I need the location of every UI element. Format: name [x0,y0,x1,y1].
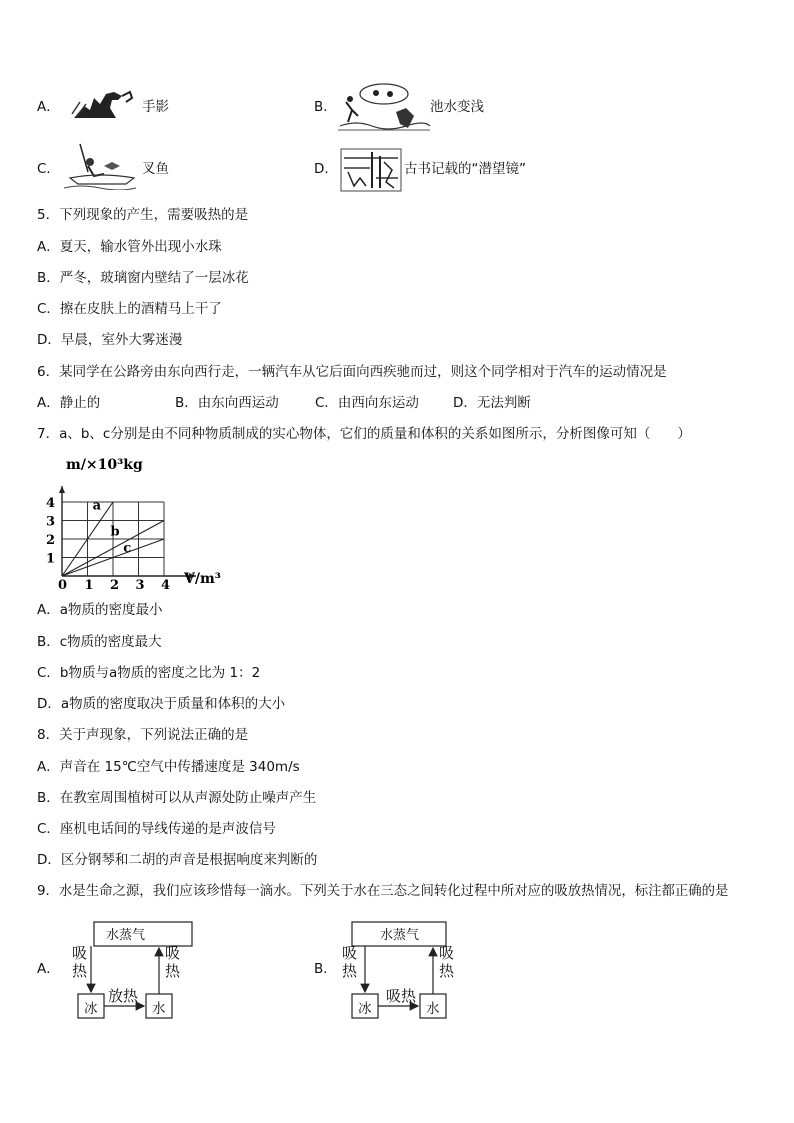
x-tick-label: 1 [84,578,94,590]
q7-stem: 7．a、b、c分别是由不同种物质制成的实心物体，它们的质量和体积的关系如图所示，分析图像可知（ ） [37,426,691,442]
q6-option-d: D．无法判断 [453,395,531,411]
hand-shadow-giraffe-icon [70,88,138,124]
q9-b-left-label: 吸热 [342,944,358,980]
q6-option-b: B．由东向西运动 [175,395,279,411]
q5-stem: 5．下列现象的产生，需要吸热的是 [37,207,249,223]
q9-b-vapor-label: 水蒸气 [380,928,420,943]
q9-a-water-label: 水 [152,1001,166,1017]
y-tick-label: 1 [46,551,56,567]
x-tick-label: 0 [58,578,68,590]
q7-option-c: C．b物质与a物质的密度之比为 1：2 [37,665,261,681]
q4-option-c-letter: C． [37,161,60,177]
q9-b-water-label: 水 [426,1001,440,1017]
q4-option-a-text: 手影 [142,99,169,115]
q9-diagram-a-letter: A． [37,961,60,977]
q9-a-ice-label: 冰 [84,1001,98,1017]
chart-axes [59,486,196,579]
q8-option-d: D．区分钢琴和二胡的声音是根据响度来判断的 [37,852,318,868]
x-tick-label: 2 [110,578,120,590]
q9-a-right-label: 吸热 [165,944,181,980]
q7-option-d: D．a物质的密度取决于质量和体积的大小 [37,696,286,712]
y-axis-arrow [59,486,65,493]
q4-option-a-letter: A． [37,99,60,115]
q9-diagram-b-letter: B． [314,961,337,977]
x-tick-label: 4 [161,578,171,590]
q7-option-b: B．c物质的密度最大 [37,634,162,650]
q5-option-a: A．夏天，输水管外出现小水珠 [37,239,222,255]
q4-option-c-text: 叉鱼 [142,161,169,177]
q9-a-vapor-label: 水蒸气 [106,928,146,943]
series-label-a: a [92,498,102,514]
q5-option-b: B．严冬，玻璃窗内壁结了一层冰花 [37,270,249,286]
y-tick-label: 3 [46,514,56,530]
pool-water-illustration-icon [336,82,432,134]
x-axis-label: V/m³ [184,571,221,587]
q9-b-ice-label: 冰 [358,1001,372,1017]
q4-option-b-letter: B． [314,99,337,115]
q5-option-d: D．早晨，室外大雾迷漫 [37,332,183,348]
q4-option-d-text: 古书记载的“潜望镜” [404,161,526,177]
q6-option-a: A．静止的 [37,395,101,411]
series-label-b: b [110,524,120,540]
q8-option-c: C．座机电话间的导线传递的是声波信号 [37,821,276,837]
q7-option-a: A．a物质的密度最小 [37,602,163,618]
q8-option-a: A．声音在 15℃空气中传播速度是 340m/s [37,759,300,775]
q8-stem: 8．关于声现象，下列说法正确的是 [37,727,249,743]
q6-option-c: C．由西向东运动 [315,395,419,411]
y-tick-label: 2 [46,533,56,548]
ancient-periscope-illustration-icon [340,148,402,192]
y-tick-label: 4 [46,496,56,511]
q9-a-bottom-label: 放热 [108,987,139,1005]
y-axis-label: m/×10³kg [66,457,143,473]
spearing-fish-illustration-icon [60,142,138,190]
mass-volume-chart [40,452,240,590]
q4-option-b-text: 池水变浅 [430,99,484,115]
x-tick-label: 3 [135,578,145,590]
series-label-c: c [123,540,132,556]
q6-stem: 6．某同学在公路旁由东向西行走，一辆汽车从它后面向西疾驰而过，则这个同学相对于汽车的运动情况是 [37,364,667,380]
q5-option-c: C．擦在皮肤上的酒精马上干了 [37,301,222,317]
q9-stem: 9．水是生命之源，我们应该珍惜每一滴水。下列关于水在三态之间转化过程中所对应的吸放热情况，标注都正确的是 [37,884,729,899]
q9-b-right-label: 吸热 [439,944,455,980]
q8-option-b: B．在教室周围植树可以从声源处防止噪声产生 [37,790,317,806]
q9-b-bottom-label: 吸热 [386,987,417,1005]
q4-option-d-letter: D． [314,161,338,177]
q9-a-left-label: 吸热 [72,944,88,980]
